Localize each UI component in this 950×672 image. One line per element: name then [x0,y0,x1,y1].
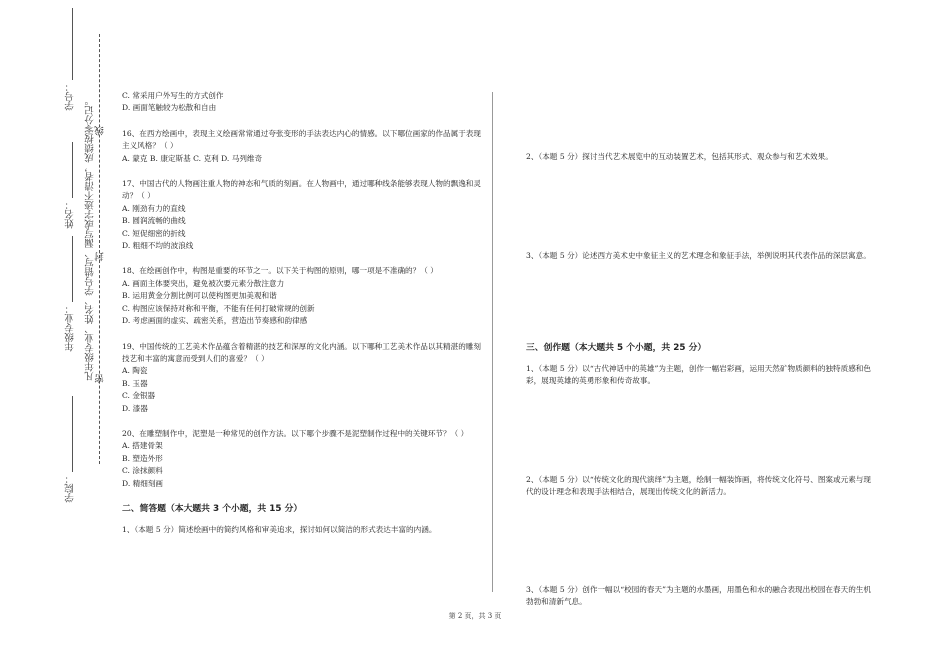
q19-option-b: B. 玉器 [122,378,148,388]
q19-stem: 19、中国传统的工艺美术作品蕴含着精湛的技艺和深厚的文化内涵。以下哪种工艺美术作品以其精湛的雕刻技艺和丰富的寓意而受到人们的喜爱？（ ） [122,341,481,363]
q16-options: A. 蒙克 B. 康定斯基 C. 克利 D. 马列维奇 [122,153,263,163]
q20-option-b: B. 塑造外形 [122,453,163,463]
q16-stem: 16、在西方绘画中，表现主义绘画常常通过夸张变形的手法表达内心的情感。以下哪位画家的作品属于表现主义风格？（ ） [122,128,481,151]
q18-option-d: D. 考虑画面的虚实、疏密关系，营造出节奏感和韵律感 [122,316,308,326]
q19-option-a: A. 陶瓷 [122,366,148,376]
left-column [122,90,482,544]
field-line-name [72,142,73,198]
section-3-question-3: 3、（本题 5 分）创作一幅以“校园的春天”为主题的水墨画，用墨色和水的融合表现出校园在春天的生机勃勃和清新气息。 [526,584,871,607]
q18-option-b: B. 运用黄金分割比例可以使构图更加美观和谐 [122,291,277,301]
q20-option-d: D. 精细刻画 [122,478,164,488]
question-18 [122,265,482,327]
q19-option-d: D. 漆器 [122,403,148,413]
q20-option-a: A. 搭建骨架 [122,441,163,451]
q15-option-c: C. 常采用户外写生的方式创作 [122,91,224,100]
question-20 [122,428,482,490]
section-3-question-2: 2、（本题 5 分）以“传统文化的现代演绎”为主题，绘制一幅装饰画，将传统文化符号、图案或元素与现代的设计理念和表现手法相结合，展现出传统文化的新活力。 [526,474,871,497]
label-major: 年级专业： [65,304,76,352]
section-2-question-2: 2、（本题 5 分）探讨当代艺术展览中的互动装置艺术，包括其形式、观众参与和艺术效果。 [526,151,833,161]
seal-feng: 封 [95,252,106,262]
question-15-tail [122,90,482,115]
q18-option-c: C. 构图应该保持对称和平衡，不能有任何打破常规的创新 [122,303,315,313]
section-2-question-3: 3、（本题 5 分）论述西方美术史中象征主义的艺术理念和象征手法，举例说明其代表作品的深层寓意。 [526,251,871,261]
seal-mi: 密 [95,374,106,384]
label-student-id: 学号： [65,82,76,111]
seal-xian: 线 [95,126,106,136]
label-school: 学院： [65,474,76,503]
column-divider [492,92,493,592]
question-16 [122,128,482,165]
binding-margin [0,0,115,672]
q15-option-d: D. 画面笔触较为松散和自由 [122,103,217,113]
right-column [526,143,871,616]
q17-option-d: D. 粗细不均的波浪线 [122,241,194,251]
section-2-question-1: 1、（本题 5 分）简述绘画中的简约风格和审美追求，探讨如何以简洁的形式表达丰富的内涵。 [122,524,437,534]
section-2-title: 二、简答题（本大题共 3 个小题，共 15 分） [122,503,303,514]
page-number: 第 2 页，共 3 页 [448,612,502,620]
q17-stem: 17、中国古代的人物画注重人物的神态和气质的刻画。在人物画中，通过哪种线条能够表现人物的飘逸和灵动？（ ） [122,179,481,201]
q17-option-a: A. 刚劲有力的直线 [122,203,186,213]
field-line-major [72,236,73,302]
binding-warning: 凡年级专业、姓名、学号错写、漏写或字迹不清者，成绩按零分记。 [85,96,96,381]
q17-option-b: B. 圆润流畅的曲线 [122,216,186,226]
q20-stem: 20、在雕塑制作中，泥塑是一种常见的创作方法。以下哪个步骤不是泥塑制作过程中的关键环节？（ ） [122,428,469,438]
binding-dashed-line [99,34,100,464]
question-19 [122,341,482,415]
field-line-id [72,8,73,80]
label-name: 姓名： [65,200,76,229]
q18-stem: 18、在绘画创作中，构图是重要的环节之一。以下关于构图的原则，哪一项是不准确的？（ ） [122,266,438,276]
q20-option-c: C. 涂抹颜料 [122,466,163,476]
q17-option-c: C. 短促细密的折线 [122,228,186,238]
field-line-school [72,396,73,472]
section-3-title: 三、创作题（本大题共 5 个小题，共 25 分） [526,343,707,354]
question-17 [122,178,482,252]
section-3-question-1: 1、（本题 5 分）以“古代神话中的英雄”为主题，创作一幅岩彩画，运用天然矿物质颜料的独特质感和色彩，展现英雄的英勇形象和传奇故事。 [526,363,871,386]
q19-option-c: C. 金银器 [122,391,156,401]
q18-option-a: A. 画面主体要突出，避免被次要元素分散注意力 [122,278,285,288]
